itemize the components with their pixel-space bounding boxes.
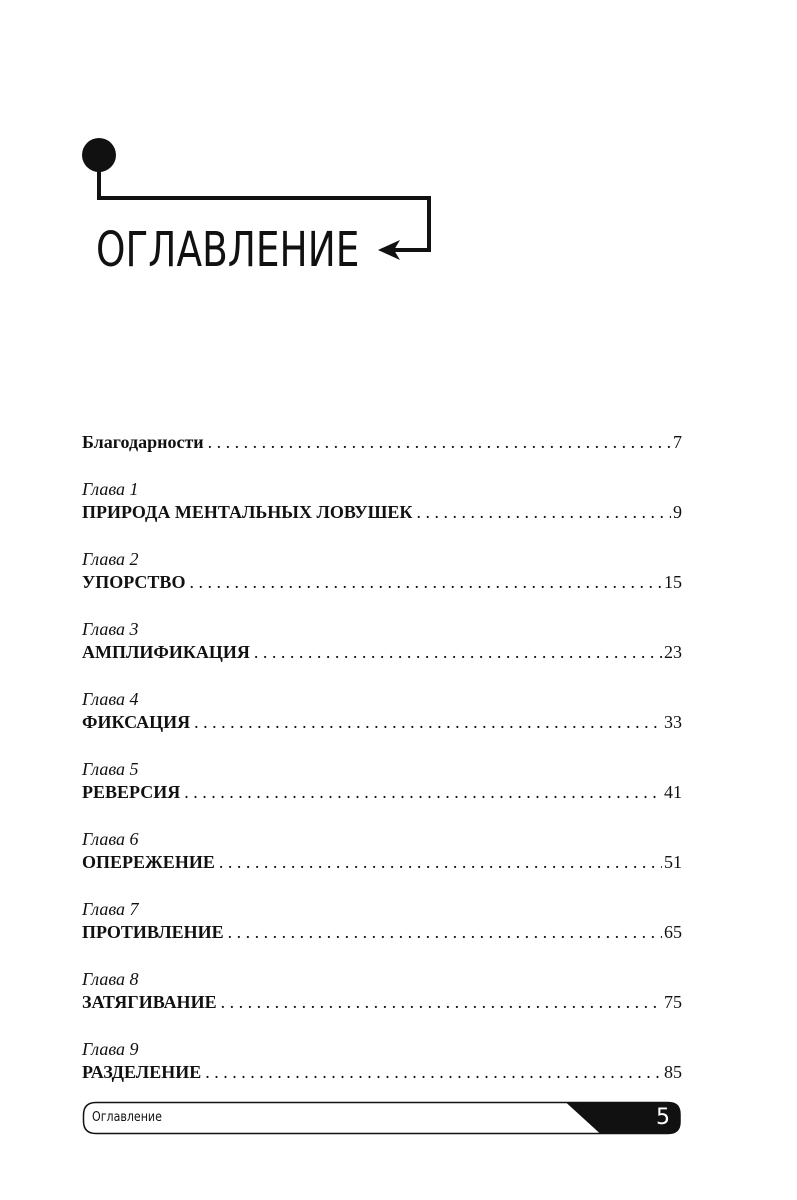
toc-entry-chapter-2[interactable] bbox=[82, 548, 682, 594]
toc-line bbox=[82, 570, 682, 594]
chapter-label: Глава 3 bbox=[82, 619, 139, 639]
toc-title: ЗАТЯГИВАНИЕ bbox=[82, 992, 217, 1012]
toc-page-number: 75 bbox=[664, 992, 682, 1012]
toc-leader-dots bbox=[208, 430, 671, 454]
page-footer bbox=[82, 1101, 682, 1135]
toc-leader-dots bbox=[205, 1060, 662, 1084]
toc-entry-chapter-3[interactable] bbox=[82, 618, 682, 664]
toc-page-number: 65 bbox=[664, 922, 682, 942]
toc-entry-chapter-4[interactable] bbox=[82, 688, 682, 734]
toc-line bbox=[82, 920, 682, 944]
page-title: ОГЛАВЛЕНИЕ bbox=[96, 222, 360, 278]
toc-entry-chapter-8[interactable] bbox=[82, 968, 682, 1014]
toc-title: ПРИРОДА МЕНТАЛЬНЫХ ЛОВУШЕК bbox=[82, 502, 413, 522]
toc-leader-dots bbox=[221, 990, 662, 1014]
toc-page-number: 23 bbox=[664, 642, 682, 662]
footer-page-number: 5 bbox=[656, 1105, 670, 1130]
toc-entry-chapter-6[interactable] bbox=[82, 828, 682, 874]
toc-leader-dots bbox=[228, 920, 662, 944]
toc-line bbox=[82, 640, 682, 664]
toc-entry-chapter-5[interactable] bbox=[82, 758, 682, 804]
toc-page-number: 9 bbox=[673, 502, 682, 522]
chapter-label: Глава 1 bbox=[82, 479, 139, 499]
toc-title: АМПЛИФИКАЦИЯ bbox=[82, 642, 250, 662]
toc-leader-dots bbox=[184, 780, 662, 804]
toc-entry-chapter-9[interactable] bbox=[82, 1038, 682, 1084]
toc-line bbox=[82, 990, 682, 1014]
toc-entry-acknowledgements[interactable] bbox=[82, 430, 682, 454]
toc-leader-dots bbox=[219, 850, 662, 874]
chapter-label: Глава 4 bbox=[82, 689, 139, 709]
chapter-label: Глава 8 bbox=[82, 969, 139, 989]
toc-page-number: 7 bbox=[673, 432, 682, 452]
chapter-label: Глава 2 bbox=[82, 549, 139, 569]
toc-entry-chapter-1[interactable] bbox=[82, 478, 682, 524]
toc-title: РАЗДЕЛЕНИЕ bbox=[82, 1062, 202, 1082]
toc-page-number: 41 bbox=[664, 782, 682, 802]
toc-leader-dots bbox=[254, 640, 662, 664]
toc-line bbox=[82, 850, 682, 874]
toc-leader-dots bbox=[194, 710, 662, 734]
toc-title: РЕВЕРСИЯ bbox=[82, 782, 181, 802]
toc-page-number: 33 bbox=[664, 712, 682, 732]
chapter-label: Глава 6 bbox=[82, 829, 139, 849]
toc-page-number: 15 bbox=[664, 572, 682, 592]
footer-frame bbox=[82, 1101, 682, 1135]
toc-leader-dots bbox=[416, 500, 671, 524]
toc-title: Благодарности bbox=[82, 432, 204, 452]
toc-line bbox=[82, 500, 682, 524]
toc-title: УПОРСТВО bbox=[82, 572, 186, 592]
toc-line bbox=[82, 710, 682, 734]
toc-leader-dots bbox=[189, 570, 662, 594]
chapter-label: Глава 7 bbox=[82, 899, 139, 919]
toc-line bbox=[82, 430, 682, 454]
toc-line bbox=[82, 780, 682, 804]
chapter-label: Глава 5 bbox=[82, 759, 139, 779]
toc-title: ОПЕРЕЖЕНИЕ bbox=[82, 852, 215, 872]
toc-page-number: 51 bbox=[664, 852, 682, 872]
toc-entry-chapter-7[interactable] bbox=[82, 898, 682, 944]
toc-title: ПРОТИВЛЕНИЕ bbox=[82, 922, 224, 942]
toc-line bbox=[82, 1060, 682, 1084]
toc-page-number: 85 bbox=[664, 1062, 682, 1082]
toc-title: ФИКСАЦИЯ bbox=[82, 712, 191, 732]
chapter-label: Глава 9 bbox=[82, 1039, 139, 1059]
footer-section-title: Оглавление bbox=[92, 1110, 162, 1125]
